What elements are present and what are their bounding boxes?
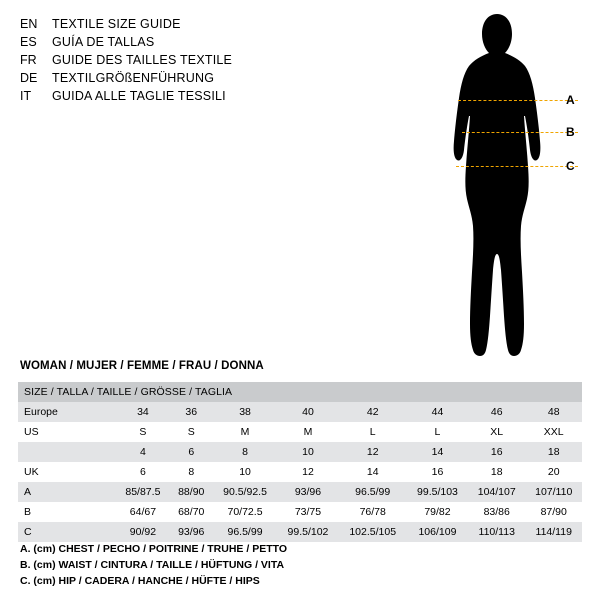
cell: 16 xyxy=(407,462,468,482)
table-header-label: SIZE / TALLA / TAILLE / GRÖSSE / TAGLIA xyxy=(18,382,582,402)
cell: 93/96 xyxy=(170,522,213,542)
cell: 20 xyxy=(525,462,582,482)
note-line-a: A. (cm) CHEST / PECHO / POITRINE / TRUHE / PETTO xyxy=(20,543,288,555)
cell: 96.5/99 xyxy=(213,522,278,542)
cell: L xyxy=(407,422,468,442)
title-text: TEXTILE SIZE GUIDE xyxy=(52,17,181,31)
cell: 34 xyxy=(116,402,170,422)
cell: 48 xyxy=(525,402,582,422)
measure-label-c: C xyxy=(566,159,575,173)
cell: 107/110 xyxy=(525,482,582,502)
cell: 14 xyxy=(339,462,407,482)
title-row xyxy=(20,33,350,51)
title-row xyxy=(20,69,350,87)
cell: S xyxy=(116,422,170,442)
cell: 99.5/103 xyxy=(407,482,468,502)
cell: M xyxy=(213,422,278,442)
table-row xyxy=(18,522,582,542)
cell: 10 xyxy=(213,462,278,482)
cell: XXL xyxy=(525,422,582,442)
cell: 10 xyxy=(277,442,338,462)
cell: 12 xyxy=(339,442,407,462)
cell: 64/67 xyxy=(116,502,170,522)
title-row xyxy=(20,87,350,105)
measurement-notes xyxy=(20,541,287,589)
cell: 8 xyxy=(170,462,213,482)
row-label xyxy=(18,442,116,462)
row-label: UK xyxy=(18,462,116,482)
cell: 106/109 xyxy=(407,522,468,542)
title-lang-code: DE xyxy=(20,71,38,85)
table-row xyxy=(18,502,582,522)
title-text: GUÍA DE TALLAS xyxy=(52,35,155,49)
table-row xyxy=(18,462,582,482)
cell: 8 xyxy=(213,442,278,462)
measure-label-a: A xyxy=(566,93,575,107)
cell: 83/86 xyxy=(468,502,525,522)
row-label: B xyxy=(18,502,116,522)
cell: 87/90 xyxy=(525,502,582,522)
table-row xyxy=(18,422,582,442)
cell: 90/92 xyxy=(116,522,170,542)
cell: 16 xyxy=(468,442,525,462)
title-text: GUIDA ALLE TAGLIE TESSILI xyxy=(52,89,226,103)
cell: 110/113 xyxy=(468,522,525,542)
table-row xyxy=(18,402,582,422)
cell: 40 xyxy=(277,402,338,422)
cell: 102.5/105 xyxy=(339,522,407,542)
cell: 12 xyxy=(277,462,338,482)
cell: 93/96 xyxy=(277,482,338,502)
cell: 46 xyxy=(468,402,525,422)
table-header-row xyxy=(18,382,582,402)
cell: L xyxy=(339,422,407,442)
cell: 6 xyxy=(170,442,213,462)
title-block xyxy=(20,15,350,105)
table-row xyxy=(18,482,582,502)
cell: XL xyxy=(468,422,525,442)
table-row xyxy=(18,442,582,462)
title-lang-code: ES xyxy=(20,35,37,49)
measure-line-waist xyxy=(462,132,578,133)
cell: 44 xyxy=(407,402,468,422)
cell: M xyxy=(277,422,338,442)
cell: 68/70 xyxy=(170,502,213,522)
female-silhouette-figure xyxy=(420,8,590,368)
title-lang-code: EN xyxy=(20,17,38,31)
cell: 99.5/102 xyxy=(277,522,338,542)
row-label: Europe xyxy=(18,402,116,422)
title-lang-code: IT xyxy=(20,89,32,103)
cell: 79/82 xyxy=(407,502,468,522)
woman-silhouette-icon xyxy=(420,8,590,368)
cell: 38 xyxy=(213,402,278,422)
row-label: C xyxy=(18,522,116,542)
cell: 88/90 xyxy=(170,482,213,502)
cell: 104/107 xyxy=(468,482,525,502)
cell: 73/75 xyxy=(277,502,338,522)
note-line-b: B. (cm) WAIST / CINTURA / TAILLE / HÜFTUNG / VITA xyxy=(20,559,285,571)
size-table xyxy=(18,382,582,542)
title-text: TEXTILGRÖßENFÜHRUNG xyxy=(52,71,215,85)
cell: 70/72.5 xyxy=(213,502,278,522)
measure-line-chest xyxy=(458,100,578,101)
measure-label-b: B xyxy=(566,125,575,139)
cell: 18 xyxy=(468,462,525,482)
cell: 90.5/92.5 xyxy=(213,482,278,502)
title-text: GUIDE DES TAILLES TEXTILE xyxy=(52,53,233,67)
measure-line-hip xyxy=(456,166,578,167)
cell: 4 xyxy=(116,442,170,462)
row-label: US xyxy=(18,422,116,442)
note-line-c: C. (cm) HIP / CADERA / HANCHE / HÜFTE / HIPS xyxy=(20,575,260,587)
cell: 36 xyxy=(170,402,213,422)
cell: 14 xyxy=(407,442,468,462)
row-label: A xyxy=(18,482,116,502)
title-row xyxy=(20,51,350,69)
cell: 114/119 xyxy=(525,522,582,542)
cell: S xyxy=(170,422,213,442)
title-lang-code: FR xyxy=(20,53,37,67)
cell: 96.5/99 xyxy=(339,482,407,502)
cell: 18 xyxy=(525,442,582,462)
section-heading-woman: WOMAN / MUJER / FEMME / FRAU / DONNA xyxy=(20,360,264,372)
cell: 6 xyxy=(116,462,170,482)
cell: 85/87.5 xyxy=(116,482,170,502)
cell: 76/78 xyxy=(339,502,407,522)
title-row xyxy=(20,15,350,33)
cell: 42 xyxy=(339,402,407,422)
